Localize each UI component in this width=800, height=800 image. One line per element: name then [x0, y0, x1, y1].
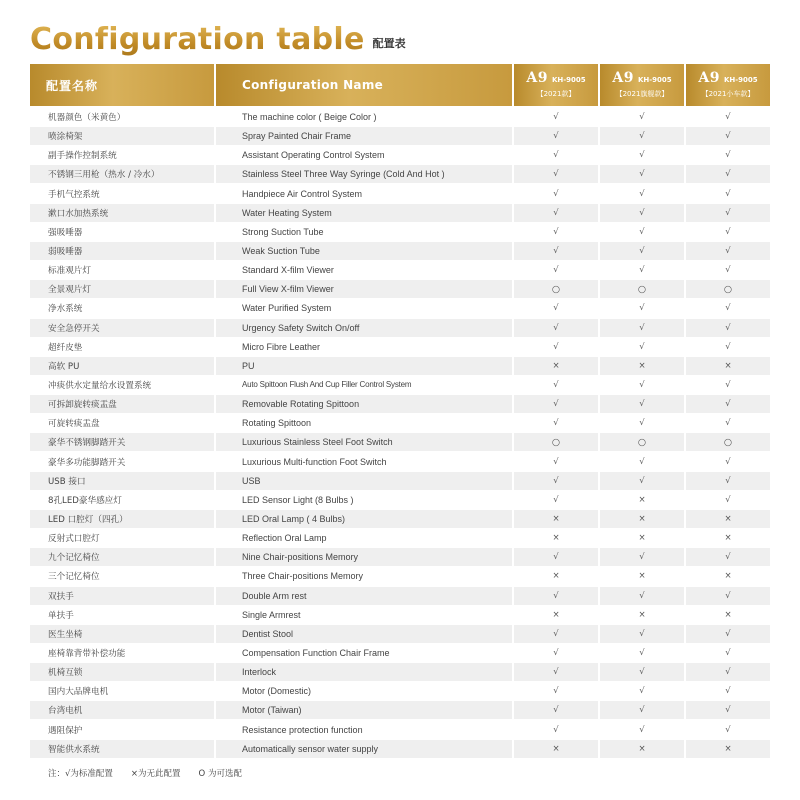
- model-1-availability: ×: [514, 606, 598, 624]
- model-2-availability: √: [600, 376, 684, 394]
- model-1-availability: ×: [514, 529, 598, 547]
- header-model-2: [600, 64, 684, 106]
- config-name-cn: 机器颜色（米黄色）: [30, 108, 214, 126]
- model-1-availability: ×: [514, 357, 598, 375]
- configuration-table: [30, 64, 772, 759]
- model-2-availability: √: [600, 127, 684, 145]
- config-name-cn: 弱吸唾器: [30, 242, 214, 260]
- model-3-availability: ○: [686, 433, 770, 451]
- model-3-availability: √: [686, 242, 770, 260]
- model-3-availability: √: [686, 127, 770, 145]
- config-name-en: Handpiece Air Control System: [216, 185, 512, 203]
- model-2-availability: √: [600, 663, 684, 681]
- table-row: [30, 395, 772, 413]
- model-3-availability: √: [686, 165, 770, 183]
- config-name-en: USB: [216, 472, 512, 490]
- model-3-availability: √: [686, 319, 770, 337]
- model-1-availability: ×: [514, 510, 598, 528]
- page-title: Configuration table: [30, 20, 365, 60]
- model-3-availability: √: [686, 223, 770, 241]
- config-name-en: Three Chair-positions Memory: [216, 567, 512, 585]
- model-2-availability: √: [600, 319, 684, 337]
- config-name-en: LED Oral Lamp ( 4 Bulbs): [216, 510, 512, 528]
- model-1-availability: √: [514, 453, 598, 471]
- model-3-year: 【2021小车款】: [701, 90, 755, 98]
- config-name-en: Spray Painted Chair Frame: [216, 127, 512, 145]
- model-2-availability: √: [600, 261, 684, 279]
- config-name-en: Reflection Oral Lamp: [216, 529, 512, 547]
- model-2-availability: ×: [600, 357, 684, 375]
- model-1-availability: √: [514, 548, 598, 566]
- table-row: [30, 433, 772, 451]
- config-name-cn: 安全急停开关: [30, 319, 214, 337]
- header-en-name: Configuration Name: [216, 64, 512, 106]
- model-1-availability: ×: [514, 567, 598, 585]
- model-1-availability: ○: [514, 280, 598, 298]
- model-1-availability: ○: [514, 433, 598, 451]
- table-row: [30, 510, 772, 528]
- config-name-cn: 豪华多功能脚踏开关: [30, 453, 214, 471]
- table-row: [30, 587, 772, 605]
- model-3-availability: √: [686, 453, 770, 471]
- model-2-availability: √: [600, 395, 684, 413]
- config-name-cn: 机椅互锁: [30, 663, 214, 681]
- model-1-availability: √: [514, 395, 598, 413]
- model-2-availability: √: [600, 223, 684, 241]
- model-1-availability: √: [514, 242, 598, 260]
- header-cn-name: 配置名称: [30, 64, 214, 106]
- model-3-availability: √: [686, 587, 770, 605]
- config-name-cn: 可旋转痰盂盘: [30, 414, 214, 432]
- config-name-cn: 遇阻保护: [30, 721, 214, 739]
- model-3-availability: √: [686, 146, 770, 164]
- config-name-en: Double Arm rest: [216, 587, 512, 605]
- model-3-availability: √: [686, 625, 770, 643]
- model-3-availability: √: [686, 701, 770, 719]
- model-2-availability: ×: [600, 567, 684, 585]
- config-name-cn: 手机气控系统: [30, 185, 214, 203]
- config-name-cn: 医生坐椅: [30, 625, 214, 643]
- model-2-availability: ×: [600, 510, 684, 528]
- model-3-availability: √: [686, 491, 770, 509]
- model-2-availability: √: [600, 548, 684, 566]
- config-name-en: The machine color ( Beige Color ): [216, 108, 512, 126]
- table-row: [30, 223, 772, 241]
- config-name-cn: 三个记忆椅位: [30, 567, 214, 585]
- model-3-availability: √: [686, 108, 770, 126]
- table-row: [30, 625, 772, 643]
- model-2-availability: √: [600, 414, 684, 432]
- table-row: [30, 146, 772, 164]
- table-row: [30, 414, 772, 432]
- model-1-availability: √: [514, 625, 598, 643]
- model-1-availability: √: [514, 587, 598, 605]
- table-row: [30, 548, 772, 566]
- model-3-name: A9: [698, 70, 720, 86]
- model-1-availability: √: [514, 338, 598, 356]
- config-name-cn: 标准观片灯: [30, 261, 214, 279]
- model-3-availability: ×: [686, 740, 770, 758]
- model-2-availability: ×: [600, 740, 684, 758]
- model-2-code: KH-9005: [637, 76, 672, 84]
- model-2-availability: ×: [600, 606, 684, 624]
- table-row: [30, 606, 772, 624]
- model-1-year: 【2021款】: [536, 90, 576, 98]
- model-1-availability: √: [514, 204, 598, 222]
- model-3-availability: √: [686, 261, 770, 279]
- model-3-availability: ×: [686, 606, 770, 624]
- model-1-availability: √: [514, 185, 598, 203]
- model-1-availability: √: [514, 376, 598, 394]
- model-2-availability: √: [600, 338, 684, 356]
- model-3-availability: √: [686, 663, 770, 681]
- config-name-en: PU: [216, 357, 512, 375]
- model-1-code: KH-9005: [551, 76, 586, 84]
- config-name-cn: 喷涂椅架: [30, 127, 214, 145]
- table-row: [30, 280, 772, 298]
- table-row: [30, 204, 772, 222]
- config-name-cn: 反射式口腔灯: [30, 529, 214, 547]
- model-3-availability: √: [686, 682, 770, 700]
- model-2-availability: √: [600, 453, 684, 471]
- table-row: [30, 663, 772, 681]
- config-name-cn: 副手操作控制系统: [30, 146, 214, 164]
- config-name-cn: 九个记忆椅位: [30, 548, 214, 566]
- model-2-availability: √: [600, 165, 684, 183]
- config-name-en: Standard X-film Viewer: [216, 261, 512, 279]
- config-name-en: Urgency Safety Switch On/off: [216, 319, 512, 337]
- config-name-en: LED Sensor Light (8 Bulbs ): [216, 491, 512, 509]
- table-body: [30, 108, 772, 758]
- page-subtitle: 配置表: [372, 37, 406, 50]
- config-name-cn: 国内大品牌电机: [30, 682, 214, 700]
- model-3-availability: √: [686, 472, 770, 490]
- header-model-1: [514, 64, 598, 106]
- table-row: [30, 491, 772, 509]
- table-row: [30, 165, 772, 183]
- table-row: [30, 740, 772, 758]
- model-2-availability: √: [600, 721, 684, 739]
- config-name-cn: LED 口腔灯（四孔）: [30, 510, 214, 528]
- model-1-availability: √: [514, 319, 598, 337]
- model-2-availability: √: [600, 587, 684, 605]
- config-name-en: Water Purified System: [216, 299, 512, 317]
- model-3-availability: √: [686, 338, 770, 356]
- table-row: [30, 472, 772, 490]
- model-1-availability: √: [514, 261, 598, 279]
- config-name-cn: 8孔LED豪华感应灯: [30, 491, 214, 509]
- table-row: [30, 319, 772, 337]
- model-3-availability: ×: [686, 357, 770, 375]
- model-1-availability: ×: [514, 740, 598, 758]
- model-3-availability: √: [686, 376, 770, 394]
- model-1-availability: √: [514, 491, 598, 509]
- config-name-en: Stainless Steel Three Way Syringe (Cold And Hot ): [216, 165, 512, 183]
- config-name-en: Motor (Domestic): [216, 682, 512, 700]
- config-name-en: Rotating Spittoon: [216, 414, 512, 432]
- table-row: [30, 261, 772, 279]
- model-3-availability: ○: [686, 280, 770, 298]
- config-name-en: Resistance protection function: [216, 721, 512, 739]
- config-name-cn: 全景观片灯: [30, 280, 214, 298]
- config-name-en: Assistant Operating Control System: [216, 146, 512, 164]
- config-name-cn: 双扶手: [30, 587, 214, 605]
- model-2-availability: √: [600, 625, 684, 643]
- model-2-year: 【2021旗舰款】: [615, 90, 669, 98]
- config-name-cn: 可拆卸旋转痰盂盘: [30, 395, 214, 413]
- table-row: [30, 644, 772, 662]
- table-row: [30, 721, 772, 739]
- model-3-availability: √: [686, 299, 770, 317]
- config-name-cn: 智能供水系统: [30, 740, 214, 758]
- legend-note: [48, 767, 260, 779]
- config-name-cn: 高软 PU: [30, 357, 214, 375]
- model-1-availability: √: [514, 299, 598, 317]
- config-name-cn: 豪华不锈钢脚踏开关: [30, 433, 214, 451]
- note-standard: 注：√为标准配置: [48, 769, 113, 779]
- table-row: [30, 127, 772, 145]
- table-header: [30, 64, 772, 106]
- config-name-en: Strong Suction Tube: [216, 223, 512, 241]
- model-3-availability: ×: [686, 529, 770, 547]
- config-name-cn: 强吸唾器: [30, 223, 214, 241]
- config-name-cn: 台湾电机: [30, 701, 214, 719]
- table-row: [30, 567, 772, 585]
- model-2-availability: ×: [600, 529, 684, 547]
- table-row: [30, 242, 772, 260]
- model-2-availability: √: [600, 472, 684, 490]
- config-name-en: Micro Fibre Leather: [216, 338, 512, 356]
- table-row: [30, 299, 772, 317]
- config-name-en: Automatically sensor water supply: [216, 740, 512, 758]
- table-row: [30, 682, 772, 700]
- model-1-availability: √: [514, 165, 598, 183]
- table-row: [30, 357, 772, 375]
- header-model-3: [686, 64, 770, 106]
- model-1-availability: √: [514, 414, 598, 432]
- model-2-availability: √: [600, 299, 684, 317]
- model-2-availability: ○: [600, 433, 684, 451]
- table-row: [30, 185, 772, 203]
- model-2-availability: √: [600, 185, 684, 203]
- model-2-availability: √: [600, 682, 684, 700]
- model-1-availability: √: [514, 223, 598, 241]
- model-1-availability: √: [514, 127, 598, 145]
- note-none: ×为无此配置: [130, 769, 181, 779]
- config-name-cn: 超纤皮垫: [30, 338, 214, 356]
- model-2-name: A9: [612, 70, 634, 86]
- model-3-availability: √: [686, 185, 770, 203]
- table-row: [30, 108, 772, 126]
- model-3-availability: ×: [686, 510, 770, 528]
- model-1-name: A9: [526, 70, 548, 86]
- config-name-en: Removable Rotating Spittoon: [216, 395, 512, 413]
- model-2-availability: √: [600, 108, 684, 126]
- model-3-code: KH-9005: [723, 76, 758, 84]
- table-row: [30, 376, 772, 394]
- config-name-en: Nine Chair-positions Memory: [216, 548, 512, 566]
- model-2-availability: √: [600, 204, 684, 222]
- config-name-cn: 不锈钢三用枪（热水 / 冷水）: [30, 165, 214, 183]
- model-1-availability: √: [514, 701, 598, 719]
- config-name-en: Auto Spittoon Flush And Cup Filler Control System: [216, 376, 512, 394]
- config-name-en: Interlock: [216, 663, 512, 681]
- model-3-availability: √: [686, 414, 770, 432]
- config-name-cn: 净水系统: [30, 299, 214, 317]
- model-1-availability: √: [514, 644, 598, 662]
- page-title-block: [30, 14, 406, 60]
- model-2-availability: √: [600, 146, 684, 164]
- config-name-en: Luxurious Multi-function Foot Switch: [216, 453, 512, 471]
- model-3-availability: √: [686, 644, 770, 662]
- model-1-availability: √: [514, 721, 598, 739]
- config-name-en: Water Heating System: [216, 204, 512, 222]
- table-row: [30, 529, 772, 547]
- table-row: [30, 701, 772, 719]
- config-name-en: Motor (Taiwan): [216, 701, 512, 719]
- model-2-availability: √: [600, 701, 684, 719]
- table-row: [30, 338, 772, 356]
- model-3-availability: √: [686, 204, 770, 222]
- config-name-en: Compensation Function Chair Frame: [216, 644, 512, 662]
- model-2-availability: ×: [600, 491, 684, 509]
- table-row: [30, 453, 772, 471]
- note-optional: O 为可选配: [198, 769, 242, 779]
- config-name-en: Weak Suction Tube: [216, 242, 512, 260]
- config-name-en: Luxurious Stainless Steel Foot Switch: [216, 433, 512, 451]
- model-1-availability: √: [514, 663, 598, 681]
- model-2-availability: ○: [600, 280, 684, 298]
- config-name-en: Full View X-film Viewer: [216, 280, 512, 298]
- model-1-availability: √: [514, 146, 598, 164]
- config-name-en: Single Armrest: [216, 606, 512, 624]
- model-3-availability: ×: [686, 567, 770, 585]
- config-name-cn: USB 接口: [30, 472, 214, 490]
- model-3-availability: √: [686, 721, 770, 739]
- config-name-cn: 冲痰供水定量给水设置系统: [30, 376, 214, 394]
- model-1-availability: √: [514, 108, 598, 126]
- config-name-cn: 漱口水加热系统: [30, 204, 214, 222]
- model-1-availability: √: [514, 682, 598, 700]
- model-2-availability: √: [600, 242, 684, 260]
- config-name-en: Dentist Stool: [216, 625, 512, 643]
- config-name-cn: 座椅靠背带补偿功能: [30, 644, 214, 662]
- model-1-availability: √: [514, 472, 598, 490]
- model-2-availability: √: [600, 644, 684, 662]
- config-name-cn: 单扶手: [30, 606, 214, 624]
- model-3-availability: √: [686, 395, 770, 413]
- model-3-availability: √: [686, 548, 770, 566]
